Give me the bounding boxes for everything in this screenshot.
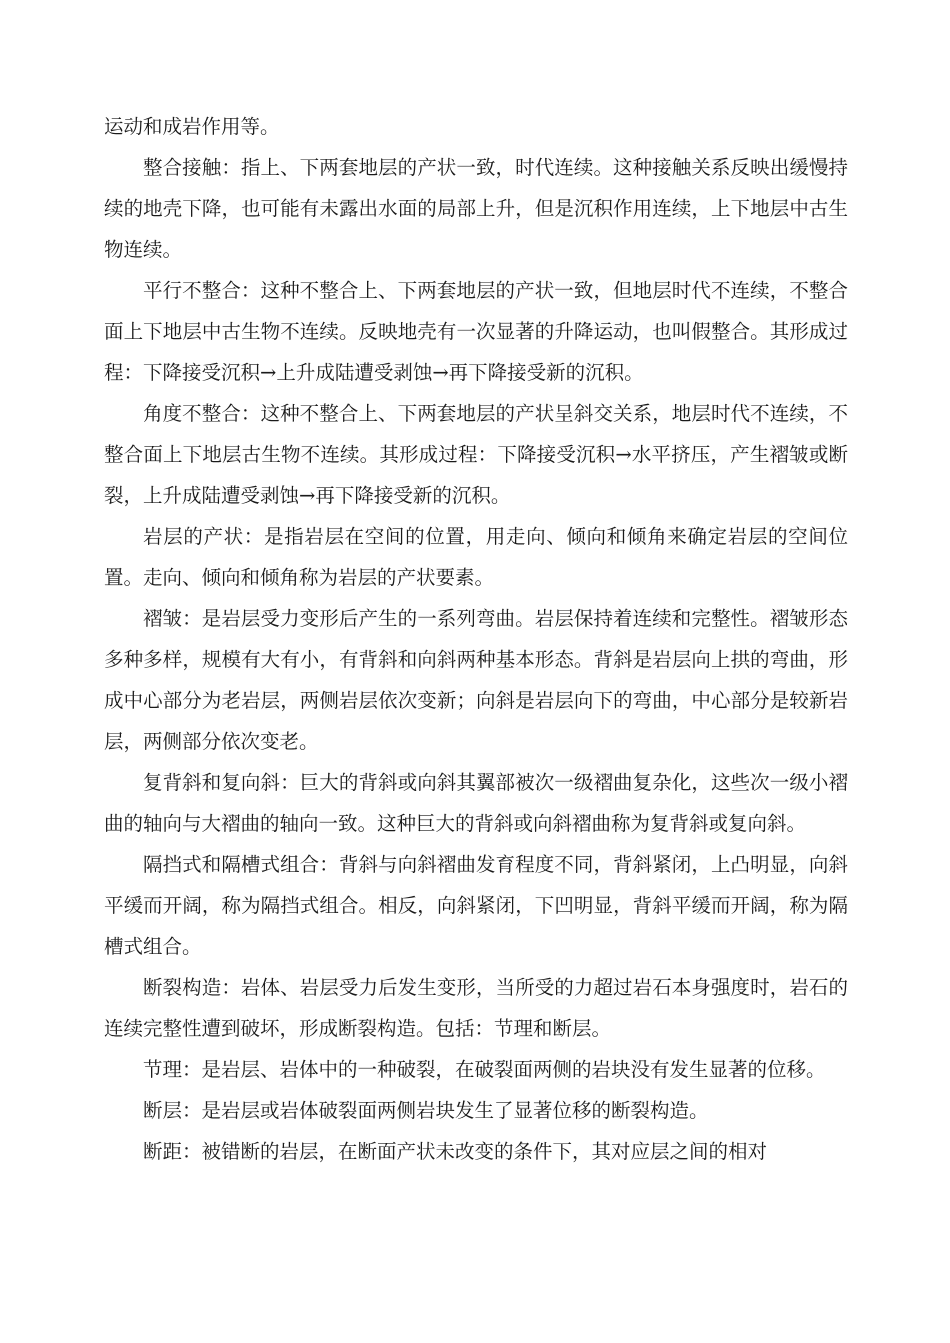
paragraph-stratum-attitude: 岩层的产状：是指岩层在空间的位置，用走向、倾向和倾角来确定岩层的空间位置。走向、倾向和倾角称为岩层的产状要素。 bbox=[104, 525, 848, 589]
paragraph-fault-displacement: 断距：被错断的岩层，在断面产状未改变的条件下，其对应层之间的相对 bbox=[143, 1140, 768, 1163]
paragraph-conformable-contact: 整合接触：指上、下两套地层的产状一致，时代连续。这种接触关系反映出缓慢持续的地壳下降，也可能有未露出水面的局部上升，但是沉积作用连续，上下地层中古生物连续。 bbox=[104, 156, 848, 261]
paragraph-fold-combinations: 隔挡式和隔槽式组合：背斜与向斜褶曲发育程度不同，背斜紧闭，上凸明显，向斜平缓而开阔，称为隔挡式组合。相反，向斜紧闭，下凹明显，背斜平缓而开阔，称为隔槽式组合。 bbox=[104, 853, 848, 958]
paragraph-fold: 褶皱：是岩层受力变形后产生的一系列弯曲。岩层保持着连续和完整性。褶皱形态多种多样，规模有大有小，有背斜和向斜两种基本形态。背斜是岩层向上拱的弯曲，形成中心部分为老岩层，两侧岩层依次变新；向斜是岩层向下的弯曲，中心部分是较新岩层，两侧部分依次变老。 bbox=[104, 607, 848, 753]
text-body bbox=[104, 106, 848, 1172]
paragraph-anticlinorium-synclinorium: 复背斜和复向斜：巨大的背斜或向斜其翼部被次一级褶曲复杂化，这些次一级小褶曲的轴向与大褶曲的轴向一致。这种巨大的背斜或向斜褶曲称为复背斜或复向斜。 bbox=[104, 771, 848, 835]
paragraph-continuation: 运动和成岩作用等。 bbox=[104, 115, 280, 138]
paragraph-fault: 断层：是岩层或岩体破裂面两侧岩块发生了显著位移的断裂构造。 bbox=[143, 1099, 709, 1122]
paragraph-joint: 节理：是岩层、岩体中的一种破裂，在破裂面两侧的岩块没有发生显著的位移。 bbox=[143, 1058, 826, 1081]
paragraph-angular-unconformity: 角度不整合：这种不整合上、下两套地层的产状呈斜交关系，地层时代不连续，不整合面上下地层古生物不连续。其形成过程：下降接受沉积→水平挤压，产生褶皱或断裂，上升成陆遭受剥蚀→再下降接受新的沉积。 bbox=[104, 402, 848, 507]
paragraph-parallel-unconformity: 平行不整合：这种不整合上、下两套地层的产状一致，但地层时代不连续，不整合面上下地层中古生物不连续。反映地壳有一次显著的升降运动，也叫假整合。其形成过程：下降接受沉积→上升成陆遭受剥蚀→再下降接受新的沉积。 bbox=[104, 279, 848, 384]
paragraph-fracture-structure: 断裂构造：岩体、岩层受力后发生变形，当所受的力超过岩石本身强度时，岩石的连续完整性遭到破坏，形成断裂构造。包括：节理和断层。 bbox=[104, 976, 848, 1040]
